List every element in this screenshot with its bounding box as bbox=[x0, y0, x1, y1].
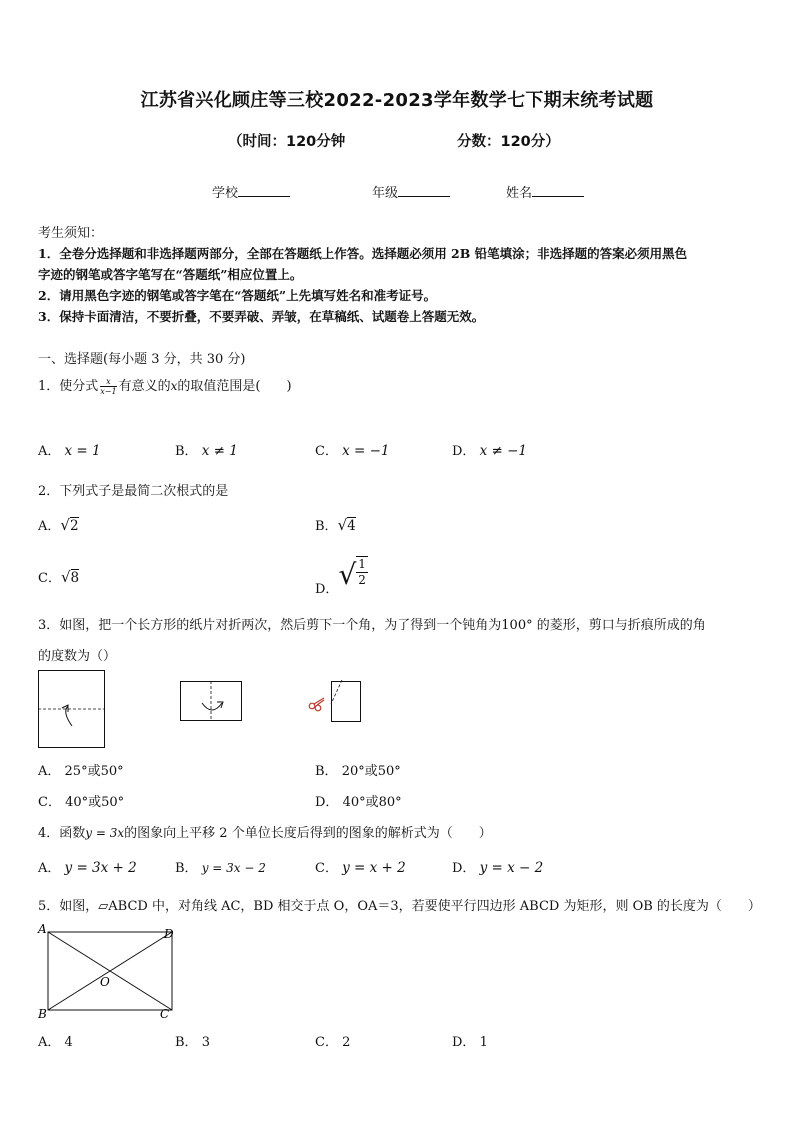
grade-blank[interactable] bbox=[398, 184, 450, 197]
fold-figure-1 bbox=[38, 670, 106, 750]
q4-option-a[interactable]: A． y = 3x + 2 bbox=[38, 860, 137, 876]
scissors-icon bbox=[309, 698, 324, 711]
notice-line-1b: 字迹的钢笔或答字笔写在“答题纸”相应位置上。 bbox=[38, 267, 303, 282]
question-4-stem: 4．函数y = 3x的图象向上平移 2 个单位长度后得到的图象的解析式为（ ） bbox=[38, 826, 492, 841]
q1-option-c[interactable]: C． x = −1 bbox=[315, 443, 390, 459]
label-c: C bbox=[160, 1007, 170, 1021]
question-3-stem-a: 3．如图，把一个长方形的纸片对折两次，然后剪下一个角，为了得到一个钝角为100° 的菱形，剪口与折痕所成的角 bbox=[38, 618, 706, 633]
q5-option-b[interactable]: B． 3 bbox=[175, 1035, 210, 1050]
q2-option-a[interactable]: A．√2 bbox=[38, 516, 79, 534]
q3-option-d[interactable]: D． 40°或80° bbox=[315, 795, 402, 810]
name-blank[interactable] bbox=[532, 184, 584, 197]
fold-figure-3 bbox=[306, 678, 364, 724]
question-5-stem: 5．如图，▱ABCD 中，对角线 AC，BD 相交于点 O，OA＝3，若要使平行四边形 ABCD 为矩形，则 OB 的长度为（ ） bbox=[38, 899, 761, 914]
q3-option-a[interactable]: A． 25°或50° bbox=[38, 764, 124, 779]
label-d: D bbox=[164, 927, 174, 941]
grade-field bbox=[372, 182, 450, 201]
q2-option-c[interactable]: C．√8 bbox=[38, 568, 80, 586]
question-2-stem: 2．下列式子是最简二次根式的是 bbox=[38, 484, 229, 499]
notice-line-2: 2．请用黑色字迹的钢笔或答字笔在“答题纸”上先填写姓名和准考证号。 bbox=[38, 288, 437, 303]
name-field bbox=[506, 182, 584, 201]
q5-option-c[interactable]: C． 2 bbox=[315, 1035, 351, 1050]
q3-option-b[interactable]: B． 20°或50° bbox=[315, 764, 401, 779]
notice-line-3: 3．保持卡面清洁，不要折叠，不要弄破、弄皱，在草稿纸、试题卷上答题无效。 bbox=[38, 309, 485, 324]
question-1-stem: 1．使分式 $\frac{x}{x-1}$ 有意义的x的取值范围是( ) bbox=[38, 376, 292, 396]
school-blank[interactable] bbox=[238, 184, 290, 197]
q4-option-c[interactable]: C． y = x + 2 bbox=[315, 860, 406, 876]
q1-option-b[interactable]: B． x ≠ 1 bbox=[175, 443, 238, 459]
notice-heading: 考生须知： bbox=[38, 226, 104, 241]
exam-score: 分数：120分） bbox=[457, 134, 560, 150]
q5-option-a[interactable]: A． 4 bbox=[38, 1035, 73, 1050]
fold-figure-2 bbox=[180, 681, 243, 723]
sqrt-sign: √ bbox=[337, 516, 348, 534]
question-3-stem-b: 的度数为（） bbox=[38, 649, 117, 664]
q2-option-b[interactable]: B．√4 bbox=[315, 516, 356, 534]
sqrt-sign: √ bbox=[338, 558, 357, 591]
label-o: O bbox=[100, 975, 110, 989]
school-field bbox=[212, 182, 290, 201]
name-label: 姓名 bbox=[506, 186, 533, 201]
q2-option-d[interactable]: D．√ $\frac{1}{2}$ bbox=[315, 557, 366, 597]
label-a: A bbox=[38, 922, 47, 936]
q4-option-d[interactable]: D． y = x − 2 bbox=[452, 860, 544, 876]
sqrt-sign: √ bbox=[60, 516, 70, 534]
sqrt-fraction: $\frac{1}{2}$ bbox=[358, 557, 366, 587]
q1-option-a[interactable]: A． x = 1 bbox=[38, 443, 101, 459]
exam-time: （时间：120分钟 bbox=[228, 134, 346, 150]
label-b: B bbox=[38, 1007, 47, 1021]
school-label: 学校 bbox=[212, 186, 239, 201]
sqrt-sign: √ bbox=[60, 568, 71, 586]
fraction: $\frac{x}{x-1}$ bbox=[100, 376, 117, 396]
notice-line-1a: 1．全卷分选择题和非选择题两部分，全部在答题纸上作答。选择题必须用 2B 铅笔填涂；非选择题的答案必须用黑色 bbox=[38, 246, 688, 261]
grade-label: 年级 bbox=[372, 186, 399, 201]
q5-option-d[interactable]: D． 1 bbox=[452, 1035, 488, 1050]
q4-option-b[interactable]: B． y = 3x − 2 bbox=[175, 861, 266, 876]
rectangle-figure bbox=[36, 922, 182, 1020]
q1-option-d[interactable]: D． x ≠ −1 bbox=[452, 443, 527, 459]
q3-option-c[interactable]: C． 40°或50° bbox=[38, 795, 125, 810]
page-title: 江苏省兴化顾庄等三校2022-2023学年数学七下期末统考试题 bbox=[140, 90, 654, 111]
section-heading: 一、选择题(每小题 3 分，共 30 分) bbox=[38, 352, 246, 367]
